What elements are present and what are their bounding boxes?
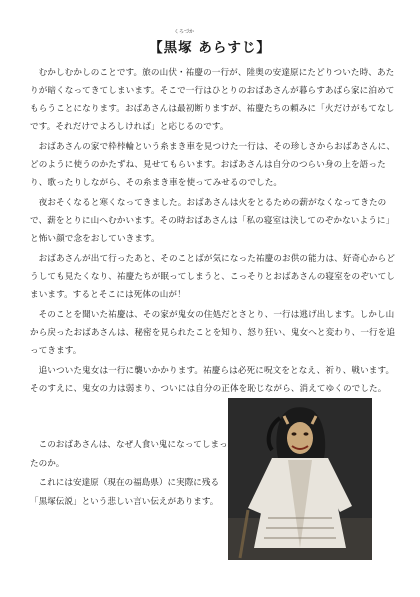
paragraph-5: そのことを聞いた祐慶は、その家が鬼女の住処だとさとり、一行は逃げ出します。しかし山から戻ったおばあさんは、秘密を見られたことを知り、怒り狂い、鬼女へと変わり、一行を追ってきます。 bbox=[30, 310, 396, 356]
title-ruby: くろづか bbox=[174, 29, 194, 35]
closing-question: このおばあさんは、なぜ人食い鬼になってしまったのか。 bbox=[30, 440, 228, 469]
title-block bbox=[0, 36, 420, 56]
paragraph-6: 追いついた鬼女は一行に襲いかかります。祐慶らは必死に呪文をとなえ、祈り、戦います。そのすえに、鬼女の力は弱まり、ついには自分の正体を恥じながら、消えてゆくのでした。 bbox=[30, 366, 395, 394]
closing-legend: これには安達原（現在の福島県）に実際に残る「黒塚伝説」という悲しい言い伝えがあります。 bbox=[30, 478, 220, 507]
paragraph-4: おばあさんが出て行ったあと、そのことばが気になった祐慶のお供の能力は、好奇心からどうしても見たくなり、祐慶たちが眠ってしまうと、こっそりとおばあさんの寝室をのぞいてしまいます。するとそこには死体の山が！ bbox=[30, 254, 396, 300]
paragraph-3: 夜おそくなると寒くなってきました。おばあさんは火をとるための薪がなくなってきたので、薪をとりに山へむかいます。その時おばあさんは「私の寝室は決してのぞかないように」と怖い顔で念をおしていきます。 bbox=[30, 198, 395, 244]
page-title: 【黒塚 あらすじ】 bbox=[149, 40, 271, 56]
performer-illustration bbox=[228, 398, 372, 560]
paragraph-1: むかしむかしのことです。旅の山伏・祐慶の一行が、陸奥の安達原にたどりついた時、あたりが暗くなってきてしまいます。そこで一行はひとりのおばあさんが暮らすあばら家に泊めてもらうことになります。おばあさんは最初断りますが、祐慶たちの頼みに「火だけがもてなしです。それだけでよろしければ」と応じるのです。 bbox=[30, 68, 395, 132]
closing-text bbox=[30, 436, 230, 512]
synopsis-body bbox=[30, 64, 402, 398]
noh-performer-photo bbox=[228, 398, 372, 560]
paragraph-2: おばあさんの家で枠桛輪という糸まき車を見つけた一行は、その珍しさからおばあさんに、どのように使うのかたずね、見せてもらいます。おばあさんは自分のつらい身の上を語ったり、歌ったりしながら、その糸まき車を使ってみせるのでした。 bbox=[30, 142, 396, 188]
